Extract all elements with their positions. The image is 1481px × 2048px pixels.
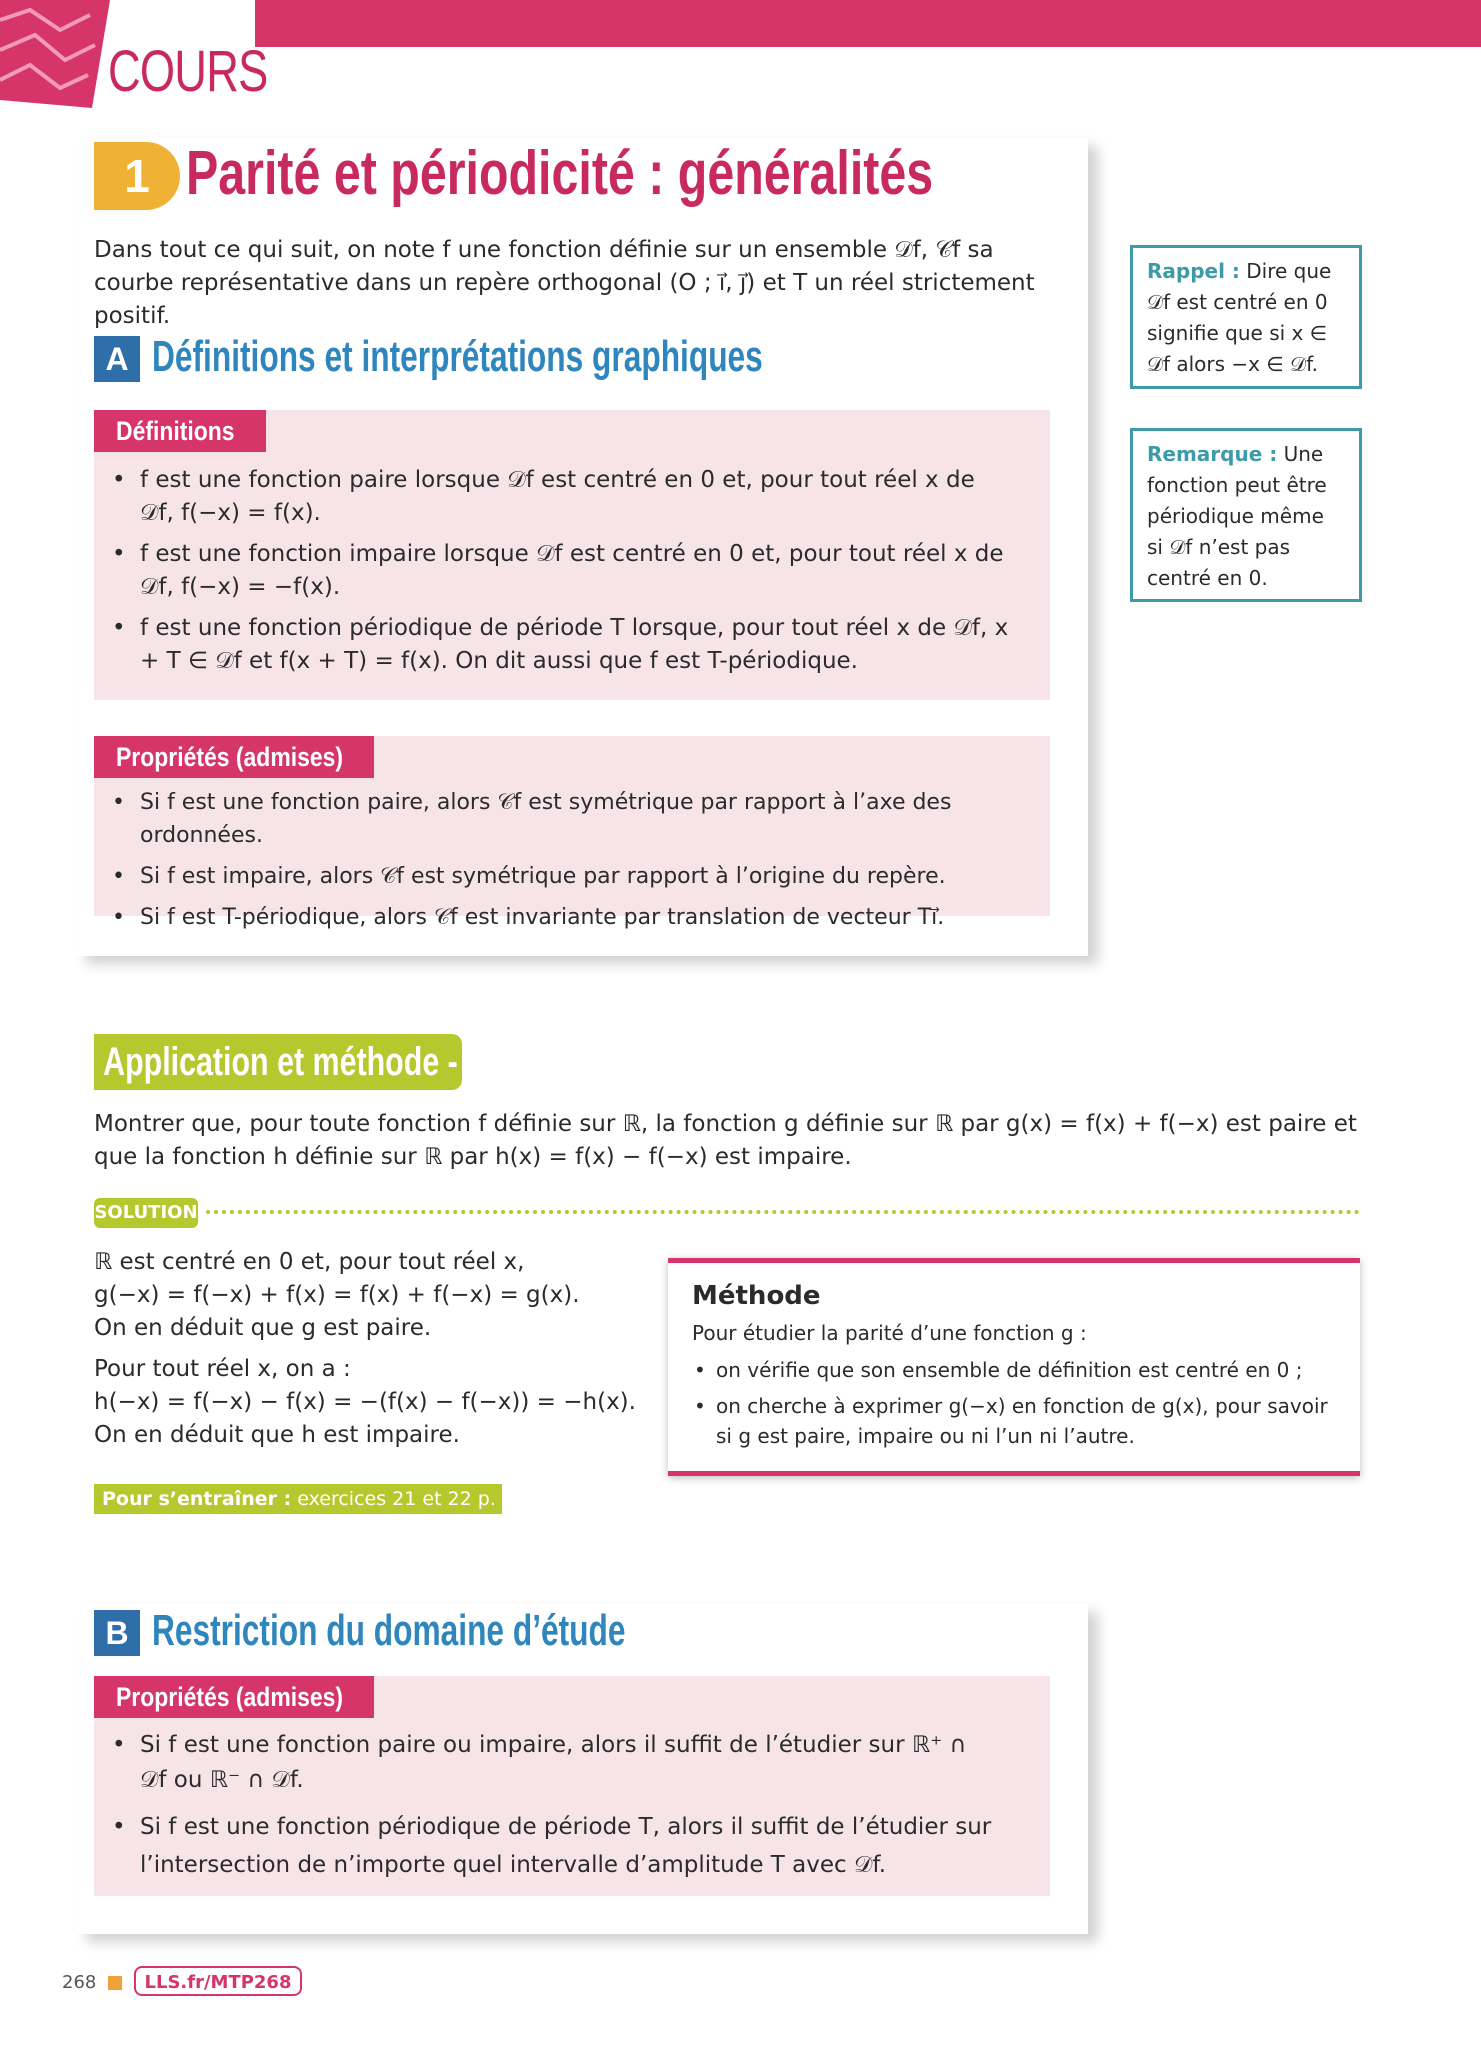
solution-text bbox=[94, 1246, 654, 1452]
properties-b-tag: Propriétés (admises) bbox=[94, 1676, 374, 1718]
methode-item-2: • on cherche à exprimer g(−x) en fonction de g(x), pour savoir si g est paire, impaire ou ni l’un ni l’autre. bbox=[692, 1391, 1336, 1451]
rappel-text: Dire que 𝒟f est centré en 0 signifie que si x ∈ 𝒟f alors −x ∈ 𝒟f. bbox=[1147, 259, 1332, 376]
definition-impaire: • f est une fonction impaire lorsque 𝒟f est centré en 0 et, pour tout réel x de 𝒟f, f(−x) = −f(x). bbox=[94, 538, 1014, 604]
cours-label: COURS bbox=[108, 39, 268, 104]
methode-title: Méthode bbox=[692, 1281, 821, 1311]
solution-line-6: On en déduit que h est impaire. bbox=[94, 1422, 460, 1448]
solution-line-5: h(−x) = f(−x) − f(x) = −(f(x) − f(−x)) = −h(x). bbox=[94, 1389, 636, 1415]
subsection-b-title: Restriction du domaine d’étude bbox=[152, 1606, 626, 1655]
properties-b-list bbox=[94, 1728, 994, 1884]
definition-periodique: • f est une fonction périodique de période T lorsque, pour tout réel x de 𝒟f, x + T ∈ 𝒟f et f(x + T) = f(x). On dit aussi que f est T-périodique. bbox=[94, 612, 1014, 678]
page-number: 268 bbox=[62, 1972, 97, 1993]
remarque-label: Remarque : bbox=[1147, 442, 1278, 466]
solution-line-2: g(−x) = f(−x) + f(x) = f(x) + f(−x) = g(x). bbox=[94, 1282, 580, 1308]
remarque-note bbox=[1130, 428, 1362, 602]
header-bar bbox=[255, 0, 1481, 47]
property-b-1: • Si f est une fonction paire ou impaire, alors il suffit de l’étudier sur ℝ⁺ ∩ 𝒟f ou ℝ⁻ ∩ 𝒟f. bbox=[94, 1728, 994, 1798]
subsection-a-title: Définitions et interprétations graphiques bbox=[152, 332, 763, 381]
subsection-a-badge: A bbox=[94, 336, 140, 382]
methode-box bbox=[668, 1258, 1360, 1476]
properties-b-box bbox=[94, 1676, 1050, 1896]
properties-a-box bbox=[94, 736, 1050, 930]
methode-intro: Pour étudier la parité d’une fonction g : bbox=[692, 1321, 1087, 1345]
solution-line-4: Pour tout réel x, on a : bbox=[94, 1356, 351, 1382]
property-a-3: • Si f est T-périodique, alors 𝒞f est invariante par translation de vecteur Ti⃗. bbox=[94, 901, 1024, 934]
solution-tag: SOLUTION bbox=[94, 1198, 198, 1228]
rappel-note bbox=[1130, 245, 1362, 389]
definitions-list bbox=[94, 464, 1014, 678]
methode-list bbox=[692, 1355, 1336, 1451]
section-number: 1 bbox=[124, 150, 150, 202]
section-intro: Dans tout ce qui suit, on note f une fonction définie sur un ensemble 𝒟f, 𝒞f sa courbe représentative dans un repère orthogonal (O ; i⃗, j⃗) et T un réel strictement positif. bbox=[94, 237, 1035, 329]
training-exercises: exercices 21 et 22 p. 276 bbox=[102, 1488, 496, 1540]
definitions-tag: Définitions bbox=[94, 410, 266, 452]
property-a-2: • Si f est impaire, alors 𝒞f est symétrique par rapport à l’origine du repère. bbox=[94, 860, 1024, 893]
training-banner[interactable] bbox=[94, 1484, 502, 1540]
solution-line-3: On en déduit que g est paire. bbox=[94, 1315, 432, 1341]
property-a-1: • Si f est une fonction paire, alors 𝒞f est symétrique par rapport à l’axe des ordonnées. bbox=[94, 786, 1024, 852]
subsection-b-badge: B bbox=[94, 1610, 140, 1656]
definition-paire: • f est une fonction paire lorsque 𝒟f est centré en 0 et, pour tout réel x de 𝒟f, f(−x) = f(x). bbox=[94, 464, 1014, 530]
rappel-label: Rappel : bbox=[1147, 259, 1240, 283]
methode-item-1: • on vérifie que son ensemble de définition est centré en 0 ; bbox=[692, 1355, 1336, 1385]
properties-a-tag: Propriétés (admises) bbox=[94, 736, 374, 778]
property-b-2: • Si f est une fonction périodique de période T, alors il suffit de l’étudier sur l’intersection de n’importe quel intervalle d’amplitude T avec 𝒟f. bbox=[94, 1808, 994, 1884]
solution-line-1: ℝ est centré en 0 et, pour tout réel x, bbox=[94, 1249, 525, 1275]
remarque-text: Une fonction peut être périodique même si 𝒟f n’est pas centré en 0. bbox=[1147, 442, 1327, 590]
header-corner-pattern bbox=[0, 0, 110, 108]
application-statement: Montrer que, pour toute fonction f définie sur ℝ, la fonction g définie sur ℝ par g(x) = f(x) + f(−x) est paire et que la fonction h définie sur ℝ par h(x) = f(x) − f(−x) est impaire. bbox=[94, 1111, 1357, 1170]
training-label: Pour s’entraîner : bbox=[102, 1488, 292, 1510]
page-marker bbox=[108, 1976, 122, 1990]
definitions-box bbox=[94, 410, 1050, 700]
properties-a-list bbox=[94, 786, 1024, 934]
solution-divider bbox=[206, 1210, 1360, 1214]
section-title: Parité et périodicité : généralités bbox=[186, 139, 934, 208]
application-tag: Application et méthode - 1 bbox=[94, 1034, 462, 1090]
resource-link[interactable]: LLS.fr/MTP268 bbox=[134, 1966, 302, 1996]
